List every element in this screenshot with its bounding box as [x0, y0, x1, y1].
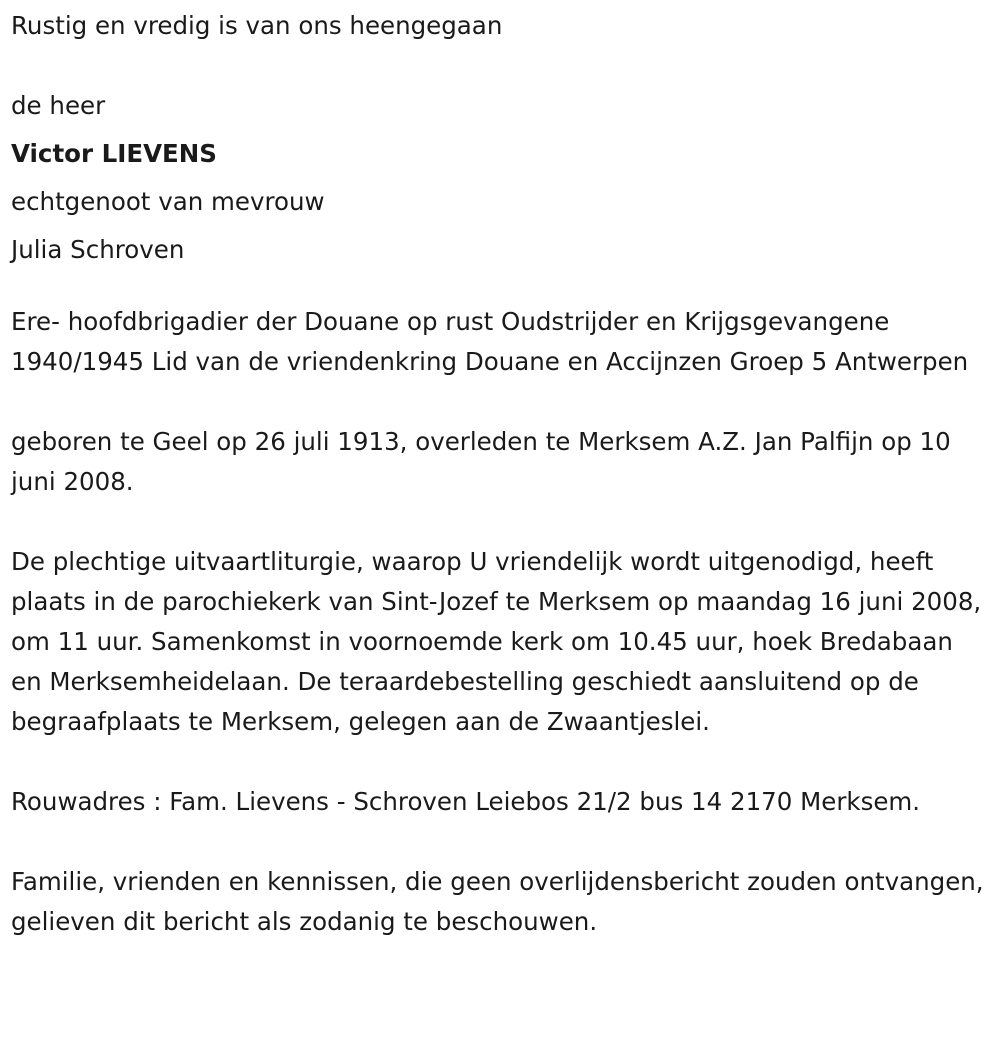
- title-line: de heer: [11, 91, 106, 120]
- obituary-notice: [11, 6, 986, 942]
- deceased-name: Victor LIEVENS: [11, 139, 217, 168]
- spacer: [11, 502, 986, 542]
- spouse-name: Julia Schroven: [11, 235, 185, 264]
- spacer: [11, 382, 986, 422]
- funeral-paragraph: De plechtige uitvaartliturgie, waarop U vriendelijk wordt uitgenodigd, heeft plaats in de parochiekerk van Sint-Jozef te Merksem op maandag 16 juni 2008, om 11 uur. Samenkomst in voornoemde kerk om 10.45 uur, hoek Bredabaan en Merksemheidelaan. De teraardebestelling geschiedt aansluitend op de begraafplaats te Merksem, gelegen aan de Zwaantjeslei.: [11, 547, 982, 736]
- spacer: [11, 742, 986, 782]
- spacer: [11, 822, 986, 862]
- spacer: [11, 278, 986, 302]
- intro-line: Rustig en vredig is van ons heengegaan: [11, 11, 503, 40]
- spouse-label: echtgenoot van mevrouw: [11, 187, 325, 216]
- closing-paragraph: Familie, vrienden en kennissen, die geen overlijdensbericht zouden ontvangen, gelieven dit bericht als zodanig te beschouwen.: [11, 867, 984, 936]
- address-paragraph: Rouwadres : Fam. Lievens - Schroven Leiebos 21/2 bus 14 2170 Merksem.: [11, 787, 921, 816]
- dates-paragraph: geboren te Geel op 26 juli 1913, overleden te Merksem A.Z. Jan Palfijn op 10 juni 2008.: [11, 427, 951, 496]
- career-paragraph: Ere- hoofdbrigadier der Douane op rust Oudstrijder en Krijgsgevangene 1940/1945 Lid van de vriendenkring Douane en Accijnzen Groep 5 Antwerpen: [11, 307, 969, 376]
- spacer: [11, 54, 986, 86]
